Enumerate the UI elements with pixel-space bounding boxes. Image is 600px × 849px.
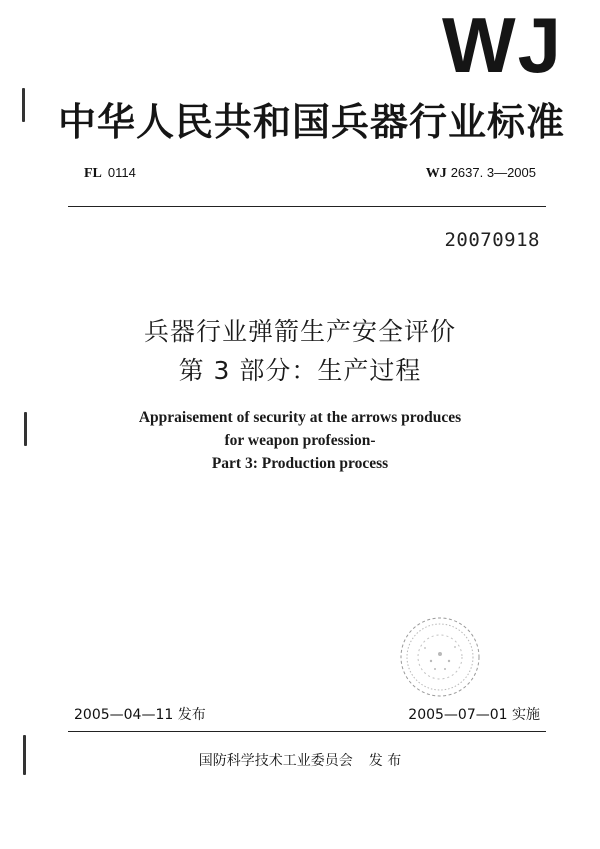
fl-classification — [84, 164, 136, 183]
english-title-line-3: Part 3: Production process — [211, 455, 389, 472]
stamp-number: 20070918 — [444, 229, 540, 251]
publisher — [0, 752, 600, 770]
standard-code: 2637. 3—2005 — [450, 165, 536, 180]
header-divider — [68, 206, 546, 207]
english-title-line-1: Appraisement of security at the arrows produces — [138, 409, 462, 426]
english-title-line-2: for weapon profession- — [224, 432, 376, 449]
issue-date: 2005—04—11 发布 — [74, 707, 206, 723]
chinese-title-line-1: 兵器行业弹箭生产安全评价 — [143, 317, 456, 346]
footer-divider — [68, 731, 546, 732]
standard-label: WJ — [425, 166, 447, 181]
binding-mark-top — [22, 88, 25, 122]
seal-stamp-icon — [397, 614, 483, 700]
implementation-date: 2005—07—01 实施 — [408, 707, 540, 723]
standard-category-title: 中华人民共和国兵器行业标准 — [58, 100, 566, 144]
publisher-name: 国防科学技术工业委员会 — [198, 753, 353, 769]
standard-number — [426, 164, 536, 183]
wj-logo: WJ — [442, 1, 563, 89]
chinese-title-line-2: 第 3 部分：生产过程 — [178, 356, 422, 385]
fl-label: FL — [84, 166, 102, 181]
fl-number: 0114 — [107, 165, 136, 180]
publish-action: 发 布 — [368, 753, 402, 769]
